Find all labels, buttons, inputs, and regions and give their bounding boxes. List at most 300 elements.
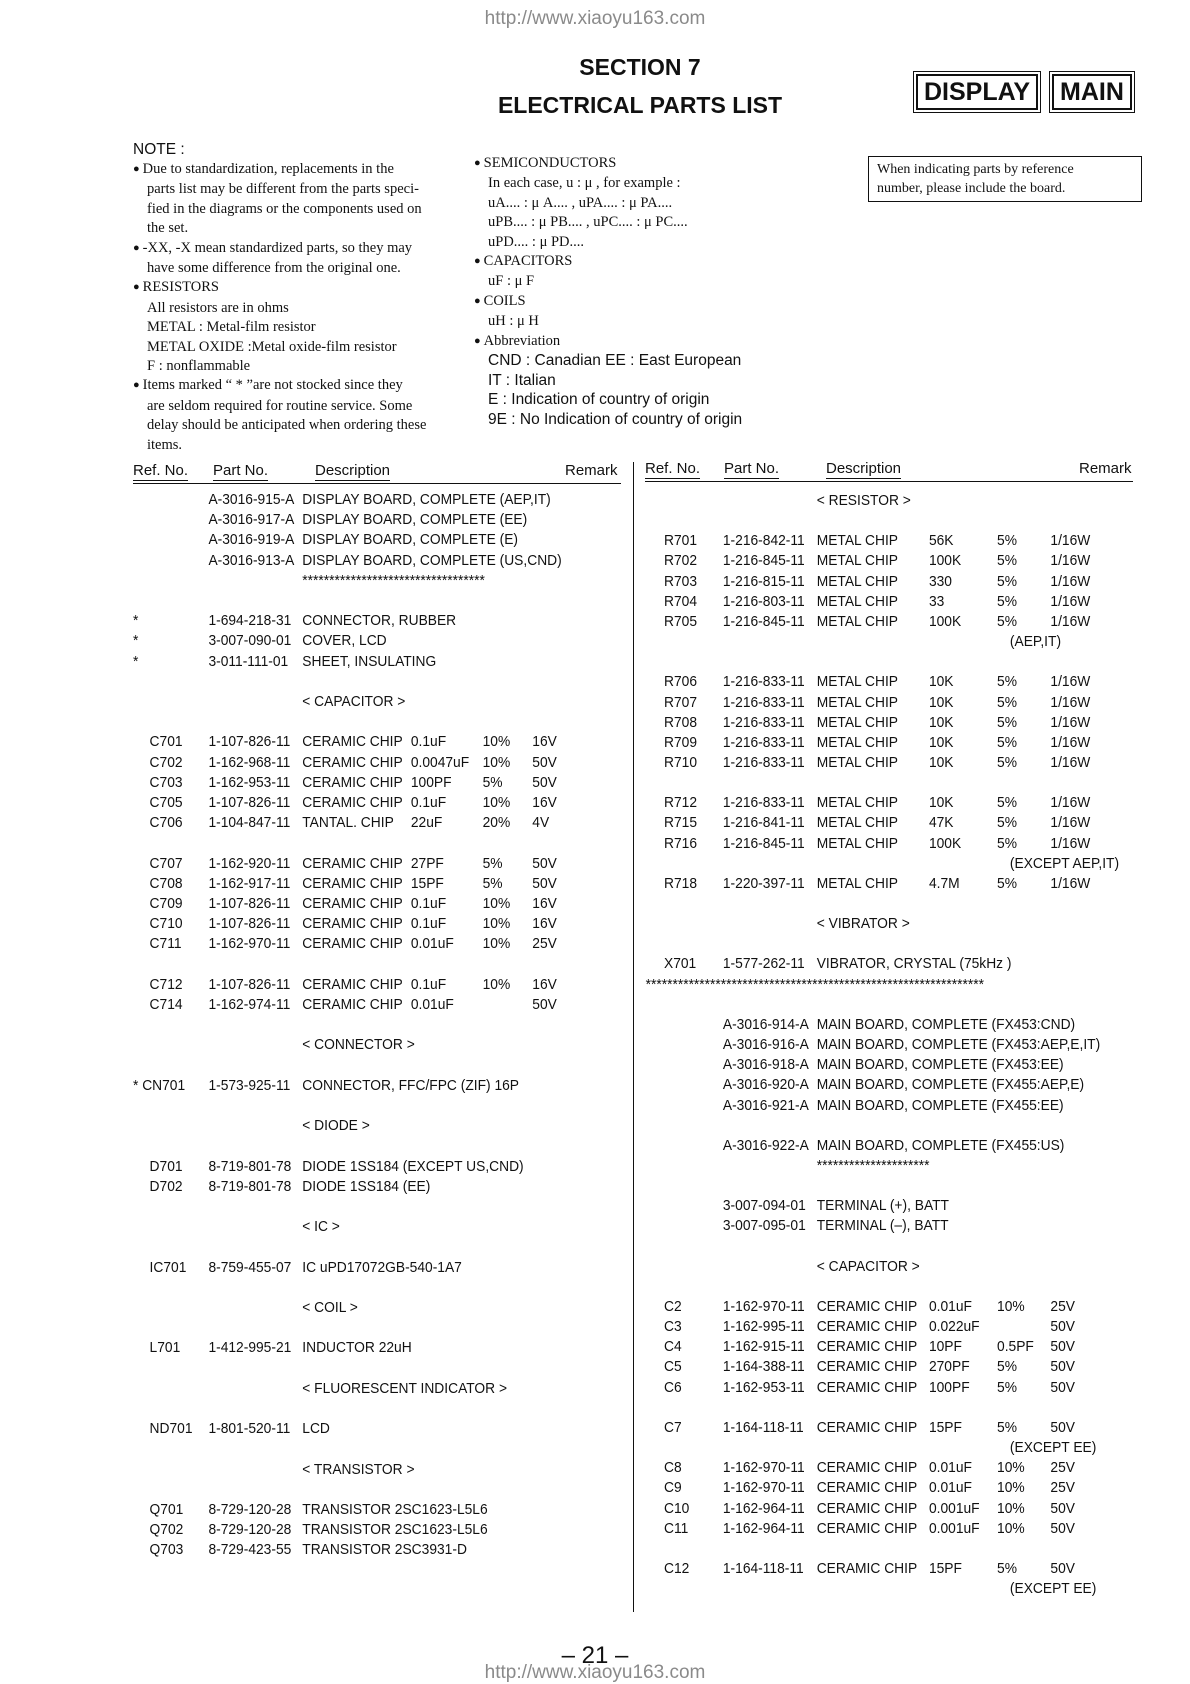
description: CERAMIC CHIP <box>302 753 403 771</box>
description: VIBRATOR, CRYSTAL (75kHz ) <box>816 955 1012 973</box>
rating: 50V <box>1050 1338 1075 1356</box>
description: INDUCTOR 22uH <box>302 1339 412 1357</box>
part-no: 1-216-803-11 <box>722 592 805 610</box>
rating: 1/16W <box>1050 612 1091 630</box>
description: < FLUORESCENT INDICATOR > <box>302 1379 508 1397</box>
note-line: F : nonflammable <box>147 358 251 375</box>
description: ********************************** <box>302 571 485 589</box>
part-no: 1-577-262-11 <box>722 955 805 973</box>
part-no: A-3016-919-A <box>208 531 295 549</box>
part-no: A-3016-914-A <box>722 1015 809 1033</box>
value: 0.001uF <box>928 1519 980 1537</box>
tolerance: 10% <box>997 1459 1025 1477</box>
rating: 16V <box>532 895 557 912</box>
description: METAL CHIP <box>816 794 899 812</box>
ref-no: C701 <box>149 733 183 751</box>
ref-no: C705 <box>149 794 183 811</box>
part-no: 1-573-925-11 <box>208 1076 291 1094</box>
description: SHEET, INSULATING <box>302 652 437 670</box>
note-line: METAL : Metal-film resistor <box>147 319 316 336</box>
part-no: 1-162-970-11 <box>722 1479 805 1497</box>
value: 0.022uF <box>928 1318 980 1336</box>
tolerance: 0.5PF <box>997 1338 1034 1356</box>
description: METAL CHIP <box>816 532 899 550</box>
tolerance: 10% <box>482 753 511 771</box>
value: 15PF <box>928 1418 962 1436</box>
main-tag: MAIN <box>1052 74 1132 110</box>
part-no: 1-216-845-11 <box>722 834 805 852</box>
description: METAL CHIP <box>816 753 899 771</box>
description: CERAMIC CHIP <box>816 1318 918 1336</box>
description: TRANSISTOR 2SC1623-L5L6 <box>302 1501 488 1518</box>
description: TRANSISTOR 2SC3931-D <box>302 1541 467 1559</box>
ref-no: R715 <box>664 814 697 832</box>
part-no: 1-162-974-11 <box>208 996 291 1013</box>
remark: (EXCEPT EE) <box>1009 1439 1097 1457</box>
value: 0.1uF <box>410 915 447 933</box>
display-tag: DISPLAY <box>916 74 1038 110</box>
rating: 50V <box>1050 1519 1075 1537</box>
tolerance: 5% <box>997 572 1017 590</box>
note-line: ● CAPACITORS <box>474 252 804 272</box>
description: CERAMIC CHIP <box>302 895 403 912</box>
part-no: A-3016-918-A <box>722 1056 809 1074</box>
rating: 50V <box>1050 1499 1075 1517</box>
tolerance: 10% <box>997 1499 1025 1517</box>
note-line: delay should be anticipated when ordering these <box>147 417 427 434</box>
ref-no: D702 <box>149 1177 183 1195</box>
part-no: 1-162-970-11 <box>208 935 291 953</box>
rating: 1/16W <box>1050 814 1091 832</box>
rating: 50V <box>532 874 557 892</box>
description: CERAMIC CHIP <box>816 1459 918 1477</box>
note-line: items. <box>147 436 183 453</box>
note-line: ● -XX, -X mean standardized parts, so they may <box>133 239 463 259</box>
rating: 1/16W <box>1050 834 1091 852</box>
note-line: fied in the diagrams or the components used on <box>147 200 422 217</box>
part-no: 1-216-833-11 <box>722 733 805 751</box>
rating: 25V <box>1050 1479 1075 1497</box>
tolerance: 5% <box>482 773 503 791</box>
note-line: ● SEMICONDUCTORS <box>474 154 804 174</box>
ref-no: R706 <box>664 673 697 691</box>
remark: (EXCEPT AEP,IT) <box>1009 854 1120 872</box>
value: 4.7M <box>928 874 960 892</box>
col-header-part: Part No. <box>213 462 269 479</box>
description: TERMINAL (+), BATT <box>816 1197 949 1215</box>
description: DIODE 1SS184 (EXCEPT US,CND) <box>302 1157 524 1175</box>
description: CERAMIC CHIP <box>302 733 403 751</box>
tolerance: 5% <box>997 1418 1017 1436</box>
rating: 1/16W <box>1050 753 1091 771</box>
part-no: 1-162-953-11 <box>722 1378 805 1396</box>
description: METAL CHIP <box>816 814 899 832</box>
description: DISPLAY BOARD, COMPLETE (AEP,IT) <box>302 491 551 508</box>
ref-no: C3 <box>664 1318 682 1336</box>
tolerance: 10% <box>997 1519 1025 1537</box>
ref-no: C12 <box>664 1559 690 1577</box>
ref-no: C5 <box>664 1358 682 1376</box>
description: MAIN BOARD, COMPLETE (FX453:EE) <box>816 1056 1064 1074</box>
value: 270PF <box>928 1358 970 1376</box>
page-number: – 21 – <box>561 1642 629 1669</box>
value: 0.01uF <box>410 935 454 953</box>
tolerance: 10% <box>997 1298 1025 1315</box>
col-header-part-right: Part No. <box>724 460 780 477</box>
ref-no: ND701 <box>149 1420 193 1438</box>
note-line: are seldom required for routine service. Some <box>147 397 413 414</box>
tolerance: 10% <box>482 915 511 933</box>
ref-no: Q703 <box>149 1541 184 1559</box>
rating: 1/16W <box>1050 572 1091 590</box>
value: 10K <box>928 713 954 731</box>
note-line: All resistors are in ohms <box>147 299 289 316</box>
part-no: A-3016-922-A <box>722 1136 809 1154</box>
description: COVER, LCD <box>302 632 387 650</box>
reference-note-line: number, please include the board. <box>877 181 1066 196</box>
description: DISPLAY BOARD, COMPLETE (E) <box>302 531 519 549</box>
part-no: 1-104-847-11 <box>208 814 291 832</box>
value: 10K <box>928 753 954 771</box>
rating: 1/16W <box>1050 693 1091 711</box>
description: MAIN BOARD, COMPLETE (FX453:AEP,E,IT) <box>816 1036 1101 1054</box>
rating: 1/16W <box>1050 673 1091 691</box>
description: MAIN BOARD, COMPLETE (FX455:US) <box>816 1136 1065 1154</box>
abbreviation-entry: CND : Canadian EE : East European <box>488 352 742 369</box>
description: MAIN BOARD, COMPLETE (FX455:AEP,E) <box>816 1076 1085 1094</box>
description: CERAMIC CHIP <box>816 1338 918 1356</box>
description: CERAMIC CHIP <box>302 996 403 1013</box>
note-heading: NOTE : <box>133 141 185 158</box>
ref-no: C712 <box>149 975 183 993</box>
part-no: 1-216-841-11 <box>722 814 805 832</box>
tolerance: 5% <box>997 733 1017 751</box>
part-no: A-3016-915-A <box>208 491 295 508</box>
separator: *************************************************************** <box>645 975 984 993</box>
ref-no: C702 <box>149 753 183 771</box>
part-no: 1-164-118-11 <box>722 1418 804 1436</box>
col-header-desc: Description <box>315 462 391 479</box>
abbreviation-entry: IT : Italian <box>488 371 556 389</box>
tolerance: 5% <box>997 1358 1017 1376</box>
ref-no: C6 <box>664 1378 682 1396</box>
note-line: METAL OXIDE :Metal oxide-film resistor <box>147 338 397 355</box>
value: 10PF <box>928 1338 962 1356</box>
notes-column-2 <box>474 154 804 352</box>
ref-no: R709 <box>664 733 697 751</box>
rating: 1/16W <box>1050 794 1091 812</box>
tolerance: 5% <box>482 874 503 892</box>
page-title: ELECTRICAL PARTS LIST <box>497 92 783 118</box>
part-no: 1-216-833-11 <box>722 713 805 731</box>
col-header-remark: Remark <box>565 462 618 479</box>
description: < TRANSISTOR > <box>302 1460 415 1478</box>
ref-no: C10 <box>664 1499 690 1517</box>
value: 10K <box>928 673 954 691</box>
part-no: 1-107-826-11 <box>208 794 291 811</box>
rating: 1/16W <box>1050 713 1091 731</box>
description: < CAPACITOR > <box>302 693 406 710</box>
value: 100PF <box>928 1378 970 1396</box>
part-no: 1-162-953-11 <box>208 773 291 791</box>
description: TANTAL. CHIP <box>302 814 394 832</box>
part-no: 1-801-520-11 <box>208 1420 291 1438</box>
rating: 50V <box>532 996 557 1013</box>
value: 10K <box>928 693 954 711</box>
value: 0.001uF <box>928 1499 980 1517</box>
abbreviation-entry: E : Indication of country of origin <box>488 391 710 408</box>
tolerance: 5% <box>997 552 1017 570</box>
description: DISPLAY BOARD, COMPLETE (US,CND) <box>302 551 562 569</box>
tolerance: 5% <box>997 874 1017 892</box>
part-no: 8-719-801-78 <box>208 1177 292 1195</box>
rating: 1/16W <box>1050 874 1091 892</box>
bottom-url[interactable]: http://www.xiaoyu163.com <box>484 1662 706 1683</box>
part-no: A-3016-913-A <box>208 551 295 569</box>
rating: 1/16W <box>1050 733 1091 751</box>
description: LCD <box>302 1420 330 1438</box>
rating: 50V <box>1050 1378 1075 1396</box>
rating: 16V <box>532 975 557 993</box>
ref-no: C9 <box>664 1479 682 1497</box>
value: 100K <box>928 612 962 630</box>
ref-no: C706 <box>149 814 183 832</box>
description: CERAMIC CHIP <box>302 854 403 872</box>
abbreviation-entry: 9E : No Indication of country of origin <box>488 410 743 428</box>
note-line: ● Abbreviation <box>474 332 804 352</box>
value: 33 <box>928 592 945 610</box>
rating: 16V <box>532 794 557 811</box>
value: 22uF <box>410 814 443 832</box>
part-no: 1-162-970-11 <box>722 1459 805 1477</box>
ref-no: C703 <box>149 773 183 791</box>
description: CERAMIC CHIP <box>816 1358 918 1376</box>
tolerance: 10% <box>482 733 511 751</box>
part-no: 1-216-845-11 <box>722 612 805 630</box>
description: CONNECTOR, FFC/FPC (ZIF) 16P <box>302 1076 519 1094</box>
part-no: 3-007-090-01 <box>208 632 292 650</box>
description: MAIN BOARD, COMPLETE (FX455:EE) <box>816 1096 1064 1114</box>
value: 0.1uF <box>410 975 447 993</box>
value: 0.0047uF <box>410 753 470 771</box>
description: ********************* <box>816 1156 930 1174</box>
ref-no: C7 <box>664 1418 682 1436</box>
part-no: A-3016-921-A <box>722 1096 809 1114</box>
value: 15PF <box>410 874 444 892</box>
ref-no: C714 <box>149 996 183 1013</box>
col-header-remark-right: Remark <box>1079 460 1132 477</box>
col-header-ref-right: Ref. No. <box>645 460 701 477</box>
part-no: 1-162-915-11 <box>722 1338 805 1356</box>
rating: 1/16W <box>1050 552 1091 570</box>
ref-no: C4 <box>664 1338 682 1356</box>
rating: 16V <box>532 733 557 751</box>
tolerance: 5% <box>997 713 1017 731</box>
description: DISPLAY BOARD, COMPLETE (EE) <box>302 511 528 529</box>
value: 0.01uF <box>410 996 454 1013</box>
part-no: A-3016-916-A <box>722 1036 809 1054</box>
ref-no: C709 <box>149 895 183 912</box>
description: TRANSISTOR 2SC1623-L5L6 <box>302 1521 488 1539</box>
description: TERMINAL (–), BATT <box>816 1217 949 1235</box>
value: 0.01uF <box>928 1479 972 1497</box>
part-no: 1-162-964-11 <box>722 1499 805 1517</box>
description: < VIBRATOR > <box>816 915 910 933</box>
column-divider <box>633 462 634 1612</box>
ref-no: * CN701 <box>133 1076 186 1094</box>
tolerance: 5% <box>997 532 1017 550</box>
tolerance: 5% <box>997 753 1017 771</box>
part-no: 1-216-833-11 <box>722 794 805 812</box>
tolerance: 5% <box>997 612 1017 630</box>
description: IC uPD17072GB-540-1A7 <box>302 1258 462 1276</box>
note-line: have some difference from the original one. <box>147 260 401 277</box>
description: METAL CHIP <box>816 612 899 630</box>
reference-note-line: When indicating parts by reference <box>877 162 1074 177</box>
ref-no: R705 <box>664 612 697 630</box>
part-no: 1-216-845-11 <box>722 552 805 570</box>
value: 100K <box>928 552 962 570</box>
part-no: 1-107-826-11 <box>208 975 291 993</box>
rating: 50V <box>1050 1418 1075 1436</box>
note-line: parts list may be different from the parts speci- <box>147 181 419 198</box>
note-line: In each case, u : μ , for example : <box>488 175 681 192</box>
ref-no: R716 <box>664 834 697 852</box>
value: 47K <box>928 814 954 832</box>
description: CERAMIC CHIP <box>816 1479 918 1497</box>
part-no: 3-007-095-01 <box>722 1217 806 1235</box>
description: METAL CHIP <box>816 552 899 570</box>
description: MAIN BOARD, COMPLETE (FX453:CND) <box>816 1015 1076 1033</box>
description: < CAPACITOR > <box>816 1257 920 1275</box>
value: 0.1uF <box>410 895 447 912</box>
part-no: A-3016-920-A <box>722 1076 809 1094</box>
description: CERAMIC CHIP <box>302 794 403 811</box>
value: 0.01uF <box>928 1298 972 1315</box>
rating: 50V <box>1050 1358 1075 1376</box>
rating: 50V <box>1050 1318 1075 1336</box>
value: 100K <box>928 834 962 852</box>
tolerance: 5% <box>997 794 1017 812</box>
ref-no: R712 <box>664 794 697 812</box>
part-no: 1-162-964-11 <box>722 1519 805 1537</box>
rating: 50V <box>1050 1559 1075 1577</box>
rating: 16V <box>532 915 557 933</box>
header-rule-right <box>645 481 1133 482</box>
part-no: 1-107-826-11 <box>208 895 291 912</box>
ref-no: C710 <box>149 915 183 933</box>
note-line: ● COILS <box>474 292 804 312</box>
description: METAL CHIP <box>816 733 899 751</box>
description: METAL CHIP <box>816 572 899 590</box>
part-no: A-3016-917-A <box>208 511 295 529</box>
tolerance: 10% <box>482 975 511 993</box>
ref-no: X701 <box>664 955 697 973</box>
value: 0.1uF <box>410 794 447 811</box>
value: 10K <box>928 733 954 751</box>
part-no: 1-107-826-11 <box>208 733 291 751</box>
header-rule-left <box>133 483 621 484</box>
rating: 1/16W <box>1050 532 1091 550</box>
part-no: 1-162-920-11 <box>208 854 291 872</box>
part-no: 1-216-833-11 <box>722 753 805 771</box>
part-no: 1-216-833-11 <box>722 673 805 691</box>
note-line: uF : μ F <box>488 273 535 290</box>
description: CERAMIC CHIP <box>816 1519 918 1537</box>
ref-no: R718 <box>664 874 697 892</box>
description: METAL CHIP <box>816 874 899 892</box>
ref-no: C2 <box>664 1298 682 1315</box>
value: 15PF <box>928 1559 962 1577</box>
part-no: 1-220-397-11 <box>722 874 805 892</box>
ref-no: R704 <box>664 592 697 610</box>
ref-no: C11 <box>664 1519 689 1537</box>
tolerance: 5% <box>997 814 1017 832</box>
part-no: 1-694-218-31 <box>208 612 292 630</box>
part-no: 1-216-833-11 <box>722 693 805 711</box>
tolerance: 10% <box>482 895 511 912</box>
note-line: uA.... : μ A.... , uPA.... : μ PA.... <box>488 194 673 211</box>
top-url[interactable]: http://www.xiaoyu163.com <box>484 8 706 29</box>
col-header-ref: Ref. No. <box>133 462 189 479</box>
part-no: 1-164-118-11 <box>722 1559 804 1577</box>
tolerance: 5% <box>997 592 1017 610</box>
part-no: 1-164-388-11 <box>722 1358 805 1376</box>
value: 330 <box>928 572 952 590</box>
description: < DIODE > <box>302 1117 370 1135</box>
description: METAL CHIP <box>816 693 899 711</box>
col-header-desc-right: Description <box>826 460 902 477</box>
section-heading: SECTION 7 <box>579 54 701 80</box>
description: DIODE 1SS184 (EE) <box>302 1177 431 1195</box>
rating: 1/16W <box>1050 592 1091 610</box>
tolerance: 5% <box>997 1559 1017 1577</box>
part-no: 8-729-423-55 <box>208 1541 292 1559</box>
rating: 50V <box>532 854 557 872</box>
notes-column-1 <box>133 160 463 455</box>
description: METAL CHIP <box>816 592 899 610</box>
ref-no: R701 <box>664 532 697 550</box>
part-no: 1-162-968-11 <box>208 753 291 771</box>
rating: 25V <box>1050 1459 1075 1477</box>
description: CERAMIC CHIP <box>302 874 403 892</box>
value: 56K <box>928 532 954 550</box>
ref-no: IC701 <box>149 1258 187 1276</box>
ref-no: * <box>133 612 139 630</box>
part-no: 8-719-801-78 <box>208 1157 292 1175</box>
part-no: 1-162-995-11 <box>722 1318 805 1336</box>
ref-no: * <box>133 632 139 650</box>
description: CERAMIC CHIP <box>816 1559 918 1577</box>
ref-no: L701 <box>149 1339 181 1357</box>
description: METAL CHIP <box>816 673 899 691</box>
part-no: 3-011-111-01 <box>208 652 289 670</box>
rating: 50V <box>532 773 557 791</box>
tolerance: 20% <box>482 814 511 832</box>
note-line: uPB.... : μ PB.... , uPC.... : μ PC.... <box>488 214 688 231</box>
tolerance: 10% <box>482 935 511 953</box>
tolerance: 5% <box>997 834 1017 852</box>
ref-no: R710 <box>664 753 697 771</box>
rating: 4V <box>532 814 550 832</box>
value: 10K <box>928 794 954 812</box>
rating: 25V <box>1050 1298 1075 1315</box>
tolerance: 5% <box>997 693 1017 711</box>
description: CERAMIC CHIP <box>302 773 403 791</box>
note-line: uPD.... : μ PD.... <box>488 233 584 250</box>
description: CERAMIC CHIP <box>816 1499 918 1517</box>
part-no: 1-107-826-11 <box>208 915 291 933</box>
